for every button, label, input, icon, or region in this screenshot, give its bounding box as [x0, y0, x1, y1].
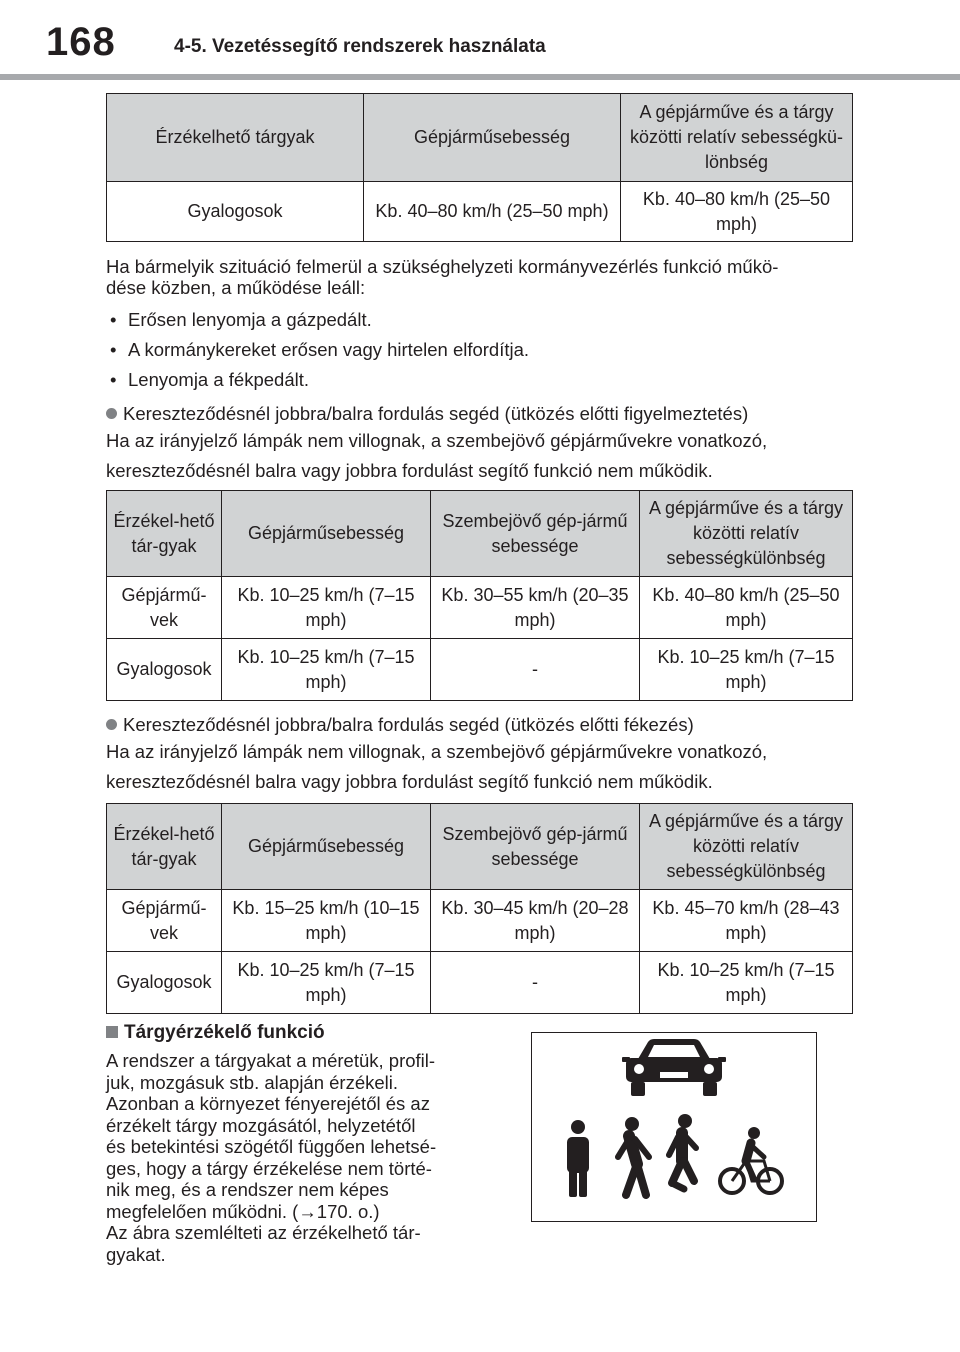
table-cell: Kb. 45–70 km/h (28–43 mph): [640, 890, 853, 952]
table-header-cell: Szembejövő gép-jármű sebessége: [431, 804, 640, 890]
braking-text: [106, 737, 866, 797]
cyclist-icon: [720, 1127, 782, 1193]
table-cell: Kb. 30–45 km/h (20–28 mph): [431, 890, 640, 952]
table-header-cell: Gépjárműsebesség: [222, 804, 431, 890]
table-header-row: [107, 94, 853, 182]
subsection-heading: [106, 403, 748, 425]
table-cell: Gépjármű-vek: [107, 577, 222, 639]
text-line: érzékelt tárgy mozgásától, helyzetétől: [106, 1114, 416, 1136]
text-line: megfelelően működni. (→170. o.): [106, 1200, 380, 1222]
list-item-text: A kormánykereket erősen vagy hirtelen elfordítja.: [128, 339, 530, 360]
table-cell: Kb. 40–80 km/h (25–50 mph): [364, 182, 621, 242]
object-detection-text: [106, 1050, 486, 1265]
table-header-cell: A gépjárműve és a tárgy közötti relatív sebességkü-lönbség: [621, 94, 853, 182]
list-item-text: Erősen lenyomja a gázpedált.: [128, 309, 372, 330]
list-item-text: Lenyomja a fékpedált.: [128, 369, 310, 390]
text-line: Az ábra szemlélteti az érzékelhető tár-: [106, 1222, 421, 1243]
subsection-heading-text: Kereszteződésnél jobbra/balra fordulás segéd (ütközés előtti fékezés): [123, 714, 694, 735]
circle-bullet-icon: [106, 719, 117, 730]
table-cell: Kb. 15–25 km/h (10–15 mph): [222, 890, 431, 952]
object-detection-heading-text: Tárgyérzékelő funkció: [124, 1022, 325, 1043]
object-detection-heading: [106, 1022, 325, 1044]
table-header-cell: A gépjárműve és a tárgy közötti relatív sebességkülönbség: [640, 804, 853, 890]
table-cell: Gyalogosok: [107, 182, 364, 242]
table-cell: Gyalogosok: [107, 639, 222, 701]
table-cell: Gépjármű-vek: [107, 890, 222, 952]
page-number: 168: [46, 20, 116, 64]
table-header-cell: Szembejövő gép-jármű sebessége: [431, 491, 640, 577]
text-line: Azonban a környezet fényerejétől és az: [106, 1093, 430, 1114]
table-cell: Kb. 40–80 km/h (25–50 mph): [621, 182, 853, 242]
braking-speed-table: [106, 803, 853, 1014]
table-header-cell: Érzékel-hető tár-gyak: [107, 491, 222, 577]
header-rule: [0, 74, 960, 80]
text-line: és betekintési szögétől függően lehetsé-: [106, 1136, 437, 1157]
table-cell: Gyalogosok: [107, 952, 222, 1014]
text-line: kereszteződésnél balra vagy jobbra fordulást segítő funkció nem működik.: [106, 460, 713, 481]
list-item: • A kormánykereket erősen vagy hirtelen elfordítja.: [110, 339, 530, 360]
table-cell: Kb. 10–25 km/h (7–15 mph): [222, 952, 431, 1014]
table-cell: Kb. 10–25 km/h (7–15 mph): [222, 639, 431, 701]
text-line: Ha az irányjelző lámpák nem villognak, a szembejövő gépjárművekre vonatkozó,: [106, 430, 768, 451]
subsection-heading: [106, 714, 694, 736]
text-line: nik meg, és a rendszer nem képes: [106, 1179, 389, 1200]
pedestrian-running-icon: [669, 1114, 696, 1189]
pedestrian-walking-icon: [618, 1117, 649, 1195]
table-cell: Kb. 10–25 km/h (7–15 mph): [640, 639, 853, 701]
pedestrian-speed-table: [106, 93, 853, 242]
page-header: [0, 0, 960, 80]
text-line: Ha bármelyik szituáció felmerül a szükséghelyzeti kormányvezérlés funkció műkö-: [106, 256, 779, 277]
square-bullet-icon: [106, 1026, 118, 1038]
list-item: • Erősen lenyomja a gázpedált.: [110, 309, 372, 330]
table-cell: -: [431, 639, 640, 701]
car-icon: [622, 1039, 726, 1096]
table-header-row: [107, 491, 853, 577]
text-line: Ha az irányjelző lámpák nem villognak, a szembejövő gépjárművekre vonatkozó,: [106, 741, 768, 762]
table-header-cell: Gépjárműsebesség: [364, 94, 621, 182]
section-title: 4-5. Vezetéssegítő rendszerek használata: [174, 36, 546, 57]
warning-speed-table: [106, 490, 853, 701]
detectable-objects-figure: [531, 1032, 817, 1222]
table-cell: Kb. 30–55 km/h (20–35 mph): [431, 577, 640, 639]
pedestrian-standing-icon: [567, 1120, 589, 1197]
text-line: kereszteződésnél balra vagy jobbra fordulást segítő funkció nem működik.: [106, 771, 713, 792]
table-header-row: [107, 804, 853, 890]
emergency-intro: [106, 256, 866, 298]
table-row: [107, 639, 853, 701]
text-line: dése közben, a működése leáll:: [106, 277, 366, 298]
table-header-cell: A gépjárműve és a tárgy közötti relatív sebességkülönbség: [640, 491, 853, 577]
table-header-cell: Érzékel-hető tár-gyak: [107, 804, 222, 890]
text-line: ges, hogy a tárgy érzékelése nem törté-: [106, 1157, 432, 1179]
table-cell: -: [431, 952, 640, 1014]
subsection-heading-text: Kereszteződésnél jobbra/balra fordulás segéd (ütközés előtti figyelmeztetés): [123, 403, 749, 424]
table-cell: Kb. 10–25 km/h (7–15 mph): [222, 577, 431, 639]
text-line: juk, mozgásuk stb. alapján érzékeli.: [106, 1071, 399, 1093]
circle-bullet-icon: [106, 408, 117, 419]
list-item: • Lenyomja a fékpedált.: [110, 369, 310, 390]
table-row: [107, 890, 853, 952]
detectable-objects-illustration: [532, 1033, 816, 1221]
text-line: gyakat.: [106, 1243, 166, 1265]
table-row: [107, 182, 853, 242]
table-cell: Kb. 10–25 km/h (7–15 mph): [640, 952, 853, 1014]
table-row: [107, 577, 853, 639]
warning-text: [106, 426, 866, 486]
table-cell: Kb. 40–80 km/h (25–50 mph): [640, 577, 853, 639]
table-header-cell: Gépjárműsebesség: [222, 491, 431, 577]
table-row: [107, 952, 853, 1014]
table-header-cell: Érzékelhető tárgyak: [107, 94, 364, 182]
text-line: A rendszer a tárgyakat a méretük, profil-: [106, 1050, 436, 1071]
